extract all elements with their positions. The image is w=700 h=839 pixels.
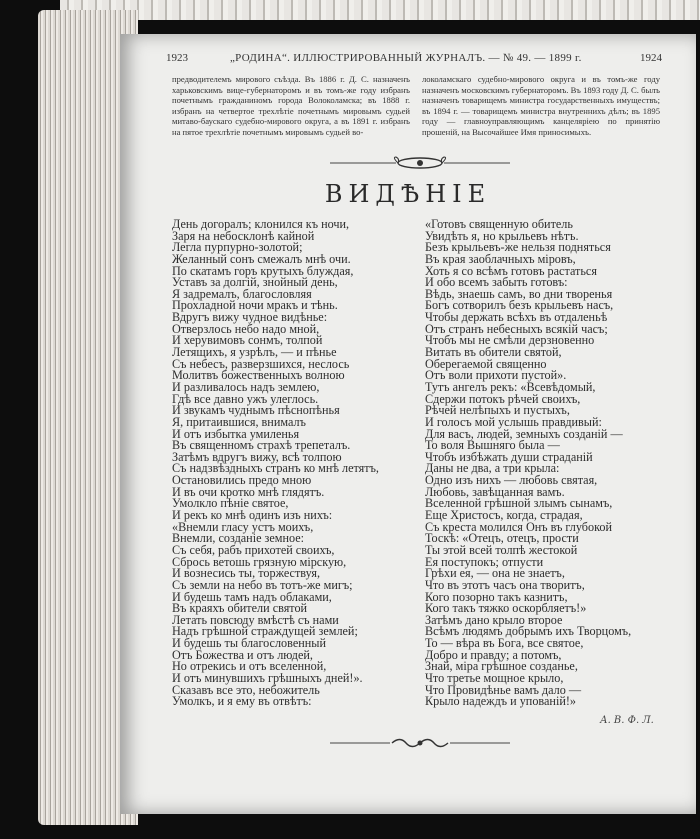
poem-line: И будешь ты благословенный <box>172 636 326 651</box>
poem-line: И звукамъ чуднымъ пѣснопѣнья <box>172 403 340 418</box>
poem-line: Съ земли на небо въ тотъ-же мигъ; <box>172 577 353 592</box>
poem-line: Чтобы держать всѣхъ въ отдаленьѣ <box>425 310 608 325</box>
poem-line: И обо всемъ забыть готовъ: <box>425 275 568 290</box>
poem-line: Съ надзвѣздныхъ странъ ко мнѣ летятъ, <box>172 461 379 476</box>
poem-line: Сдержи потокъ рѣчей своихъ, <box>425 391 581 406</box>
poem-line: Летящихъ, я узрѣлъ, — и пѣнье <box>172 345 337 360</box>
poem-line: Умолкъ, и я ему въ отвѣтъ: <box>172 694 312 709</box>
poem-line: Желанный сонъ смежалъ мнѣ очи. <box>172 251 351 266</box>
biography-column-left: предводителемъ мирового съѣзда. Въ 1886 г. Д. С. назначенъ харьковскимъ вице-губернаторомъ и въ томъ-же году избранъ почетнымъ гражданиномъ города Волоколамска; въ 1888 г. избранъ на четвертое трехлѣтіе почетнымъ мировымъ судьей митаво-баускаго судебно-мирового округа, а въ 1891 г. избранъ на пятое трехлѣтіе почетнымъ мировымъ судьей во- <box>172 74 410 137</box>
poem-line: Отъ Божества и отъ людей, <box>172 647 313 662</box>
ornament-footer-icon <box>320 736 520 750</box>
poem-line: Съ креста молился Онъ въ глубокой <box>425 519 613 534</box>
poem-line: Любовь, завѣщанная вамъ. <box>425 484 565 499</box>
journal-page <box>120 34 696 814</box>
poem-signature: А. В. Ф. Л. <box>600 715 654 726</box>
poem-line: «Внемли гласу устъ моихъ, <box>172 519 314 534</box>
poem-line: То — вѣра въ Бога, все святое, <box>425 636 584 651</box>
poem-line: Вселенной грѣшной злымъ сынамъ, <box>425 496 613 511</box>
poem-line: Витать въ обители святой, <box>425 345 562 360</box>
poem-line: Уставъ за долгій, знойный день, <box>172 275 338 290</box>
poem-line: Надъ грѣшной страждущей землей; <box>172 624 358 639</box>
poem-line: Что третье мощное крыло, <box>425 670 564 685</box>
poem-line: Летать повсюду вмѣстѣ съ нами <box>172 612 339 627</box>
poem-line: И разливалось надъ землею, <box>172 379 320 394</box>
poem-column-left <box>172 219 379 708</box>
poem-line: Гдѣ все давно ужъ улеглось. <box>172 391 319 406</box>
poem-line: И отъ избытка умиленья <box>172 426 300 441</box>
poem-line: Вѣдь, знаешь самъ, во дни творенья <box>425 286 613 301</box>
poem-line: Въ священномъ страхѣ трепеталъ. <box>172 438 351 453</box>
poem-line: То воля Вышняго была — <box>425 438 560 453</box>
poem-line: Легла пурпурно-золотой; <box>172 240 303 255</box>
poem-line: Что въ этотъ часъ она творитъ, <box>425 577 585 592</box>
poem-line: И херувимовъ сонмъ, толпой <box>172 333 323 348</box>
poem-line: Отъ воли прихоти пустой». <box>425 368 567 383</box>
poem-line: Молитвъ божественныхъ волною <box>172 368 345 383</box>
poem-line: Хоть я со всѣмъ готовъ растаться <box>425 263 597 278</box>
poem-line: Сбрось ветошь грязную мірскую, <box>172 554 347 569</box>
poem-line: Чтобъ избѣжать души страданій <box>425 449 593 464</box>
poem-line: И голосъ мой услышь правдивый: <box>425 414 602 429</box>
poem-line: Отверзлось небо надо мной, <box>172 321 320 336</box>
poem-line: «Готовъ священную обитель <box>425 217 573 231</box>
poem-line: И вознесись ты, торжествуя, <box>172 566 321 581</box>
poem-line: Умолкло пѣніе святое, <box>172 496 289 511</box>
poem-line: Тоскѣ: «Отецъ, отецъ, прости <box>425 531 579 546</box>
poem-line: Кого позорно такъ казнитъ, <box>425 589 568 604</box>
ornament-divider-icon <box>320 156 520 170</box>
poem-line: И будешь тамъ надъ облаками, <box>172 589 332 604</box>
poem-line: День догоралъ; клонился къ ночи, <box>172 217 350 231</box>
poem-line: Отъ странъ небесныхъ всякій часъ; <box>425 321 608 336</box>
poem-line: Еще Христосъ, когда, страдая, <box>425 508 583 523</box>
poem-line: Ты этой всей толпѣ жестокой <box>425 542 578 557</box>
poem-line: Знай, міра грѣшное созданье, <box>425 659 578 674</box>
poem-line: Даны не два, а три крыла: <box>425 461 560 476</box>
poem-line: Добро и правду; а потомъ, <box>425 647 562 662</box>
biography-text <box>172 74 660 138</box>
poem-line: Что Провидѣнье вамъ дало — <box>425 682 582 697</box>
poem-line: И рекъ ко мнѣ одинъ изъ нихъ: <box>172 508 333 523</box>
poem-line: Чтобъ мы не смѣли дерзновенно <box>425 333 595 348</box>
poem-line: По скатамъ горъ крутыхъ блуждая, <box>172 263 354 278</box>
page-header <box>120 42 696 72</box>
poem-line: Внемли, созданіе земное: <box>172 531 305 546</box>
page-number-left: 1923 <box>166 52 188 64</box>
poem-line: Заря на небосклонѣ кайной <box>172 228 315 243</box>
poem-line: Грѣхи ея, — она не знаетъ, <box>425 566 565 581</box>
poem-line: Затѣмъ дано крыло второе <box>425 612 563 627</box>
poem-line: Богъ сотворилъ безъ крыльевъ насъ, <box>425 298 614 313</box>
poem-line: Вдругъ вижу чудное видѣнье: <box>172 310 328 325</box>
poem-title: ВИДѢНІЕ <box>324 180 492 208</box>
poem-line: Кого такъ тяжко оскорбляетъ!» <box>425 601 587 616</box>
poem-line: Рѣчей нелѣпыхъ и пустыхъ, <box>425 403 570 418</box>
poem-line: Въ края заоблачныхъ міровъ, <box>425 251 576 266</box>
poem-line: Прохладной ночи мракъ и тѣнь. <box>172 298 338 313</box>
poem-line: Съ себя, рабъ прихотей своихъ, <box>172 542 335 557</box>
poem-line: И въ очи кротко мнѣ глядятъ. <box>172 484 325 499</box>
poem-line: Оберегаемой священно <box>425 356 547 371</box>
poem-line: И отъ минувшихъ грѣшныхъ дней!». <box>172 670 363 685</box>
poem-line: Одно изъ нихъ — любовь святая, <box>425 473 598 488</box>
poem-line: Для васъ, людей, земныхъ созданій — <box>425 426 623 441</box>
poem-line: Съ небесъ, разверзшихся, неслось <box>172 356 350 371</box>
poem-line: Затѣмъ вдругъ вижу, всѣ толпою <box>172 449 342 464</box>
poem-line: Безъ крыльевъ-же нельзя подняться <box>425 240 611 255</box>
poem-line: Тутъ ангелъ рекъ: «Всевѣдомый, <box>425 379 596 394</box>
previous-page-strip <box>60 0 700 20</box>
poem-line: Я задремалъ, благословляя <box>172 286 312 301</box>
poem-column-right <box>425 219 631 708</box>
poem-line: Всѣмъ людямъ добрымъ ихъ Творцомъ, <box>425 624 632 639</box>
poem-line: Ея поступокъ; отпусти <box>425 554 544 569</box>
poem-line: Крыло надеждъ и упованій!» <box>425 694 577 709</box>
poem-line: Сказавъ все это, небожитель <box>172 682 320 697</box>
biography-column-right: локоламскаго судебно-мирового округа и въ томъ-же году назначенъ московскимъ губернаторомъ. Въ 1893 году Д. С. былъ назначенъ товарищемъ министра государственныхъ имуществъ; въ 1894 г. — товарищемъ министра внутреннихъ дѣлъ; въ 1895 году — главноуправляющимъ канцеляріею по принятію прошеній, на Высочайшее Имя приносимыхъ. <box>422 74 660 137</box>
poem-line: Въ краяхъ обители святой <box>172 601 308 616</box>
poem-line: Но отрекись и отъ вселенной, <box>172 659 327 674</box>
poem-line: Остановились предо мною <box>172 473 312 488</box>
poem-line: Я, притаившися, внималъ <box>172 414 306 429</box>
page-number-right: 1924 <box>640 52 662 64</box>
journal-title: „РОДИНА“. ИЛЛЮСТРИРОВАННЫЙ ЖУРНАЛЪ. — № 49. — 1899 г. <box>230 52 582 64</box>
poem-line: Увидѣть я, но крыльевъ нѣтъ. <box>425 228 579 243</box>
